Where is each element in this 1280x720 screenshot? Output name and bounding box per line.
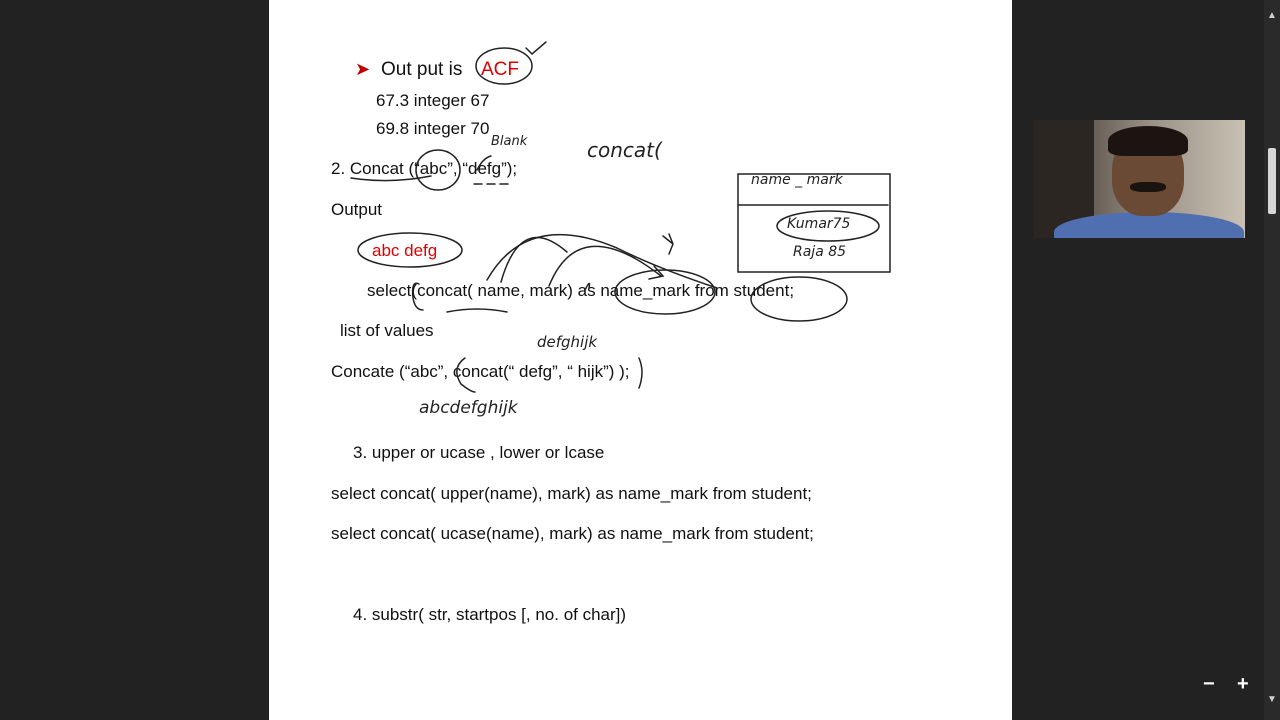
zoom-in-button[interactable]: + [1231, 672, 1253, 694]
output-result: abc defg [372, 241, 438, 260]
annotation-blank: Blank [491, 134, 528, 149]
select-concat-query: select(concat( name, mark) as name_mark from student; [367, 281, 795, 300]
output-heading: Output [331, 200, 383, 219]
select-upper-query: select concat( upper(name), mark) as name_mark from student; [331, 484, 812, 503]
webcam-presenter-hair [1108, 126, 1188, 156]
list-of-values: list of values [340, 321, 434, 340]
document-page [269, 0, 1012, 720]
output-value: ACF [481, 59, 519, 80]
concate-nested: Concate (“abc”, concat(“ defg”, “ hijk”) ); [331, 362, 630, 381]
vertical-scrollbar[interactable] [1264, 0, 1280, 720]
presenter-webcam-video [1034, 120, 1245, 238]
integer-line-1: 67.3 integer 67 [376, 91, 490, 110]
substr-heading: 4. substr( str, startpos [, no. of char]) [353, 605, 627, 624]
annotation-box-row1: Kumar75 [787, 216, 851, 232]
zoom-out-button[interactable]: − [1197, 672, 1219, 694]
scroll-thumb[interactable] [1268, 148, 1276, 214]
concat-example: 2. Concat (“abc”, “defg”); [331, 159, 518, 178]
annotation-defghijk: defghijk [537, 333, 598, 351]
select-ucase-query: select concat( ucase(name), mark) as name_mark from student; [331, 524, 814, 543]
upper-lower-heading: 3. upper or ucase , lower or lcase [353, 443, 605, 462]
scroll-up-arrow-icon[interactable]: ▲ [1267, 10, 1277, 21]
webcam-presenter-mustache [1130, 182, 1166, 192]
arrow-bullet-icon: ➤ [355, 59, 371, 79]
annotation-box-header: name _ mark [751, 172, 843, 188]
output-label: Out put is [381, 59, 463, 80]
annotation-concat: concat( [587, 138, 662, 162]
scroll-down-arrow-icon[interactable]: ▼ [1267, 694, 1277, 705]
integer-line-2: 69.8 integer 70 [376, 119, 490, 138]
annotation-box-row2: Raja 85 [793, 244, 847, 260]
annotation-abcdefghijk: abcdefghijk [419, 398, 518, 418]
